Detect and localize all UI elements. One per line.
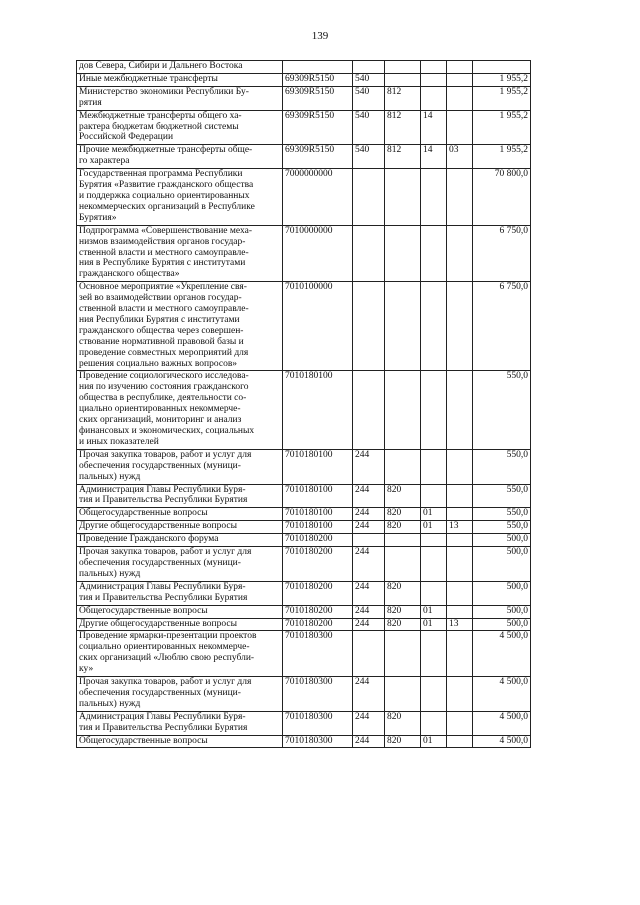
subsection-code-cell <box>447 169 473 226</box>
table-row <box>77 61 531 74</box>
item-name-cell: Общегосударственные вопросы <box>77 735 283 748</box>
section-code-cell <box>421 631 447 677</box>
subsection-code-cell <box>447 631 473 677</box>
table-row <box>77 86 531 110</box>
table-row <box>77 508 531 521</box>
item-name-cell: Проведение социологического исследова- ния по изучению состояния гражданского общества в республике, деятельности со- циально ориентированных некоммерче- ских организаций, мониторинг и анализ финансовых и экономических, социальных и иных показателей <box>77 371 283 449</box>
item-name-cell: Государственная программа Республики Бурятия «Развитие гражданского общества и поддержка социально ориентированных некоммерческих организаций в Республике Бурятия» <box>77 169 283 226</box>
expense-type-cell <box>353 282 385 371</box>
subsection-code-cell <box>447 110 473 145</box>
table-row <box>77 631 531 677</box>
target-code-cell: 7010180200 <box>283 581 353 605</box>
administrator-code-cell <box>385 631 421 677</box>
administrator-code-cell: 820 <box>385 484 421 508</box>
administrator-code-cell: 812 <box>385 110 421 145</box>
subsection-code-cell <box>447 61 473 74</box>
section-code-cell <box>421 547 447 582</box>
subsection-code-cell <box>447 508 473 521</box>
expense-type-cell: 244 <box>353 449 385 484</box>
target-code-cell: 7010180100 <box>283 371 353 449</box>
table-row <box>77 169 531 226</box>
expense-type-cell: 244 <box>353 735 385 748</box>
administrator-code-cell <box>385 61 421 74</box>
administrator-code-cell <box>385 534 421 547</box>
expense-type-cell: 244 <box>353 618 385 631</box>
subsection-code-cell <box>447 73 473 86</box>
expense-type-cell: 540 <box>353 86 385 110</box>
table-row <box>77 534 531 547</box>
target-code-cell: 7010180300 <box>283 735 353 748</box>
subsection-code-cell <box>447 711 473 735</box>
section-code-cell <box>421 225 447 282</box>
subsection-code-cell: 13 <box>447 521 473 534</box>
amount-cell: 1 955,2 <box>473 110 531 145</box>
expense-type-cell: 244 <box>353 677 385 712</box>
administrator-code-cell: 812 <box>385 86 421 110</box>
administrator-code-cell: 820 <box>385 508 421 521</box>
administrator-code-cell: 820 <box>385 605 421 618</box>
section-code-cell <box>421 73 447 86</box>
target-code-cell: 69309R5150 <box>283 110 353 145</box>
target-code-cell: 7010180200 <box>283 547 353 582</box>
target-code-cell: 7010180200 <box>283 534 353 547</box>
item-name-cell: Общегосударственные вопросы <box>77 605 283 618</box>
administrator-code-cell <box>385 169 421 226</box>
amount-cell: 4 500,0 <box>473 631 531 677</box>
administrator-code-cell <box>385 371 421 449</box>
expense-type-cell: 244 <box>353 508 385 521</box>
table-row <box>77 110 531 145</box>
subsection-code-cell: 03 <box>447 145 473 169</box>
table-row <box>77 521 531 534</box>
item-name-cell: Администрация Главы Республики Буря- тия и Правительства Республики Бурятия <box>77 711 283 735</box>
administrator-code-cell: 820 <box>385 521 421 534</box>
expense-type-cell <box>353 631 385 677</box>
item-name-cell: Проведение Гражданского форума <box>77 534 283 547</box>
section-code-cell: 01 <box>421 508 447 521</box>
section-code-cell: 14 <box>421 145 447 169</box>
amount-cell: 70 800,0 <box>473 169 531 226</box>
target-code-cell: 7010180100 <box>283 449 353 484</box>
subsection-code-cell <box>447 449 473 484</box>
administrator-code-cell <box>385 547 421 582</box>
item-name-cell: Основное мероприятие «Укрепление свя- зей во взаимодействии органов государ- ственной власти и местного самоуправле- ния Республики Бурятия с институтами гражданского общества через совершен- ствование нормативной правовой базы и проведение совместных мероприятий для решения социально важных вопросов» <box>77 282 283 371</box>
amount-cell: 1 955,2 <box>473 73 531 86</box>
expense-type-cell: 540 <box>353 73 385 86</box>
target-code-cell: 7010180300 <box>283 631 353 677</box>
page-number: 139 <box>311 30 329 42</box>
table-row <box>77 371 531 449</box>
target-code-cell: 7010180100 <box>283 521 353 534</box>
amount-cell <box>473 61 531 74</box>
section-code-cell <box>421 449 447 484</box>
amount-cell: 500,0 <box>473 581 531 605</box>
expense-type-cell: 244 <box>353 711 385 735</box>
subsection-code-cell <box>447 371 473 449</box>
table-row <box>77 735 531 748</box>
subsection-code-cell <box>447 484 473 508</box>
item-name-cell: Прочие межбюджетные трансферты обще- го характера <box>77 145 283 169</box>
item-name-cell: Министерство экономики Республики Бу- рятия <box>77 86 283 110</box>
item-name-cell: Администрация Главы Республики Буря- тия и Правительства Республики Бурятия <box>77 484 283 508</box>
target-code-cell: 7010100000 <box>283 282 353 371</box>
administrator-code-cell <box>385 225 421 282</box>
amount-cell: 500,0 <box>473 547 531 582</box>
amount-cell: 6 750,0 <box>473 225 531 282</box>
section-code-cell <box>421 581 447 605</box>
item-name-cell: Другие общегосударственные вопросы <box>77 618 283 631</box>
administrator-code-cell: 812 <box>385 145 421 169</box>
section-code-cell <box>421 282 447 371</box>
amount-cell: 1 955,2 <box>473 86 531 110</box>
administrator-code-cell <box>385 282 421 371</box>
amount-cell: 4 500,0 <box>473 711 531 735</box>
administrator-code-cell <box>385 73 421 86</box>
subsection-code-cell: 13 <box>447 618 473 631</box>
table-row <box>77 581 531 605</box>
item-name-cell: Проведение ярмарки-презентации проектов социально ориентированных некоммерче- ских организаций «Люблю свою республи- ку» <box>77 631 283 677</box>
target-code-cell <box>283 61 353 74</box>
section-code-cell: 01 <box>421 605 447 618</box>
table-row <box>77 449 531 484</box>
item-name-cell: Общегосударственные вопросы <box>77 508 283 521</box>
table-row <box>77 73 531 86</box>
target-code-cell: 7010180300 <box>283 711 353 735</box>
target-code-cell: 69309R5150 <box>283 145 353 169</box>
table-row <box>77 145 531 169</box>
target-code-cell: 69309R5150 <box>283 86 353 110</box>
section-code-cell <box>421 677 447 712</box>
section-code-cell <box>421 86 447 110</box>
subsection-code-cell <box>447 225 473 282</box>
section-code-cell <box>421 371 447 449</box>
target-code-cell: 7010180200 <box>283 618 353 631</box>
table-row <box>77 605 531 618</box>
expense-type-cell <box>353 534 385 547</box>
expense-type-cell <box>353 371 385 449</box>
expense-type-cell: 244 <box>353 521 385 534</box>
item-name-cell: Иные межбюджетные трансферты <box>77 73 283 86</box>
section-code-cell: 01 <box>421 735 447 748</box>
subsection-code-cell <box>447 735 473 748</box>
administrator-code-cell: 820 <box>385 711 421 735</box>
subsection-code-cell <box>447 605 473 618</box>
expense-type-cell <box>353 169 385 226</box>
budget-table-body <box>77 61 531 748</box>
section-code-cell <box>421 484 447 508</box>
item-name-cell: Другие общегосударственные вопросы <box>77 521 283 534</box>
amount-cell: 550,0 <box>473 371 531 449</box>
expense-type-cell: 244 <box>353 581 385 605</box>
table-row <box>77 282 531 371</box>
subsection-code-cell <box>447 86 473 110</box>
amount-cell: 500,0 <box>473 605 531 618</box>
administrator-code-cell <box>385 449 421 484</box>
expense-type-cell: 540 <box>353 110 385 145</box>
section-code-cell <box>421 534 447 547</box>
amount-cell: 500,0 <box>473 534 531 547</box>
target-code-cell: 7010180200 <box>283 605 353 618</box>
section-code-cell: 14 <box>421 110 447 145</box>
expense-type-cell: 244 <box>353 484 385 508</box>
administrator-code-cell: 820 <box>385 618 421 631</box>
section-code-cell: 01 <box>421 618 447 631</box>
target-code-cell: 7010000000 <box>283 225 353 282</box>
table-row <box>77 711 531 735</box>
item-name-cell: Межбюджетные трансферты общего ха- рактера бюджетам бюджетной системы Российской Федерации <box>77 110 283 145</box>
expense-type-cell: 244 <box>353 605 385 618</box>
amount-cell: 6 750,0 <box>473 282 531 371</box>
section-code-cell: 01 <box>421 521 447 534</box>
item-name-cell: Прочая закупка товаров, работ и услуг для обеспечения государственных (муници- пальных) нужд <box>77 547 283 582</box>
subsection-code-cell <box>447 282 473 371</box>
budget-table <box>76 60 531 748</box>
subsection-code-cell <box>447 534 473 547</box>
amount-cell: 550,0 <box>473 508 531 521</box>
amount-cell: 550,0 <box>473 521 531 534</box>
expense-type-cell <box>353 225 385 282</box>
administrator-code-cell: 820 <box>385 581 421 605</box>
administrator-code-cell: 820 <box>385 735 421 748</box>
expense-type-cell: 540 <box>353 145 385 169</box>
table-row <box>77 484 531 508</box>
amount-cell: 550,0 <box>473 449 531 484</box>
section-code-cell <box>421 169 447 226</box>
target-code-cell: 7010180300 <box>283 677 353 712</box>
subsection-code-cell <box>447 677 473 712</box>
table-row <box>77 677 531 712</box>
target-code-cell: 7010180100 <box>283 484 353 508</box>
administrator-code-cell <box>385 677 421 712</box>
expense-type-cell: 244 <box>353 547 385 582</box>
item-name-cell: дов Севера, Сибири и Дальнего Востока <box>77 61 283 74</box>
subsection-code-cell <box>447 581 473 605</box>
item-name-cell: Подпрограмма «Совершенствование меха- низмов взаимодействия органов государ- ственной власти и местного самоуправле- ния в Республике Бурятия с институтами гражданского общества» <box>77 225 283 282</box>
amount-cell: 500,0 <box>473 618 531 631</box>
amount-cell: 1 955,2 <box>473 145 531 169</box>
target-code-cell: 7010180100 <box>283 508 353 521</box>
item-name-cell: Прочая закупка товаров, работ и услуг для обеспечения государственных (муници- пальных) нужд <box>77 677 283 712</box>
expense-type-cell <box>353 61 385 74</box>
table-row <box>77 618 531 631</box>
item-name-cell: Администрация Главы Республики Буря- тия и Правительства Республики Бурятия <box>77 581 283 605</box>
table-row <box>77 225 531 282</box>
item-name-cell: Прочая закупка товаров, работ и услуг для обеспечения государственных (муници- пальных) нужд <box>77 449 283 484</box>
section-code-cell <box>421 711 447 735</box>
subsection-code-cell <box>447 547 473 582</box>
amount-cell: 550,0 <box>473 484 531 508</box>
section-code-cell <box>421 61 447 74</box>
target-code-cell: 69309R5150 <box>283 73 353 86</box>
table-row <box>77 547 531 582</box>
target-code-cell: 7000000000 <box>283 169 353 226</box>
amount-cell: 4 500,0 <box>473 677 531 712</box>
amount-cell: 4 500,0 <box>473 735 531 748</box>
